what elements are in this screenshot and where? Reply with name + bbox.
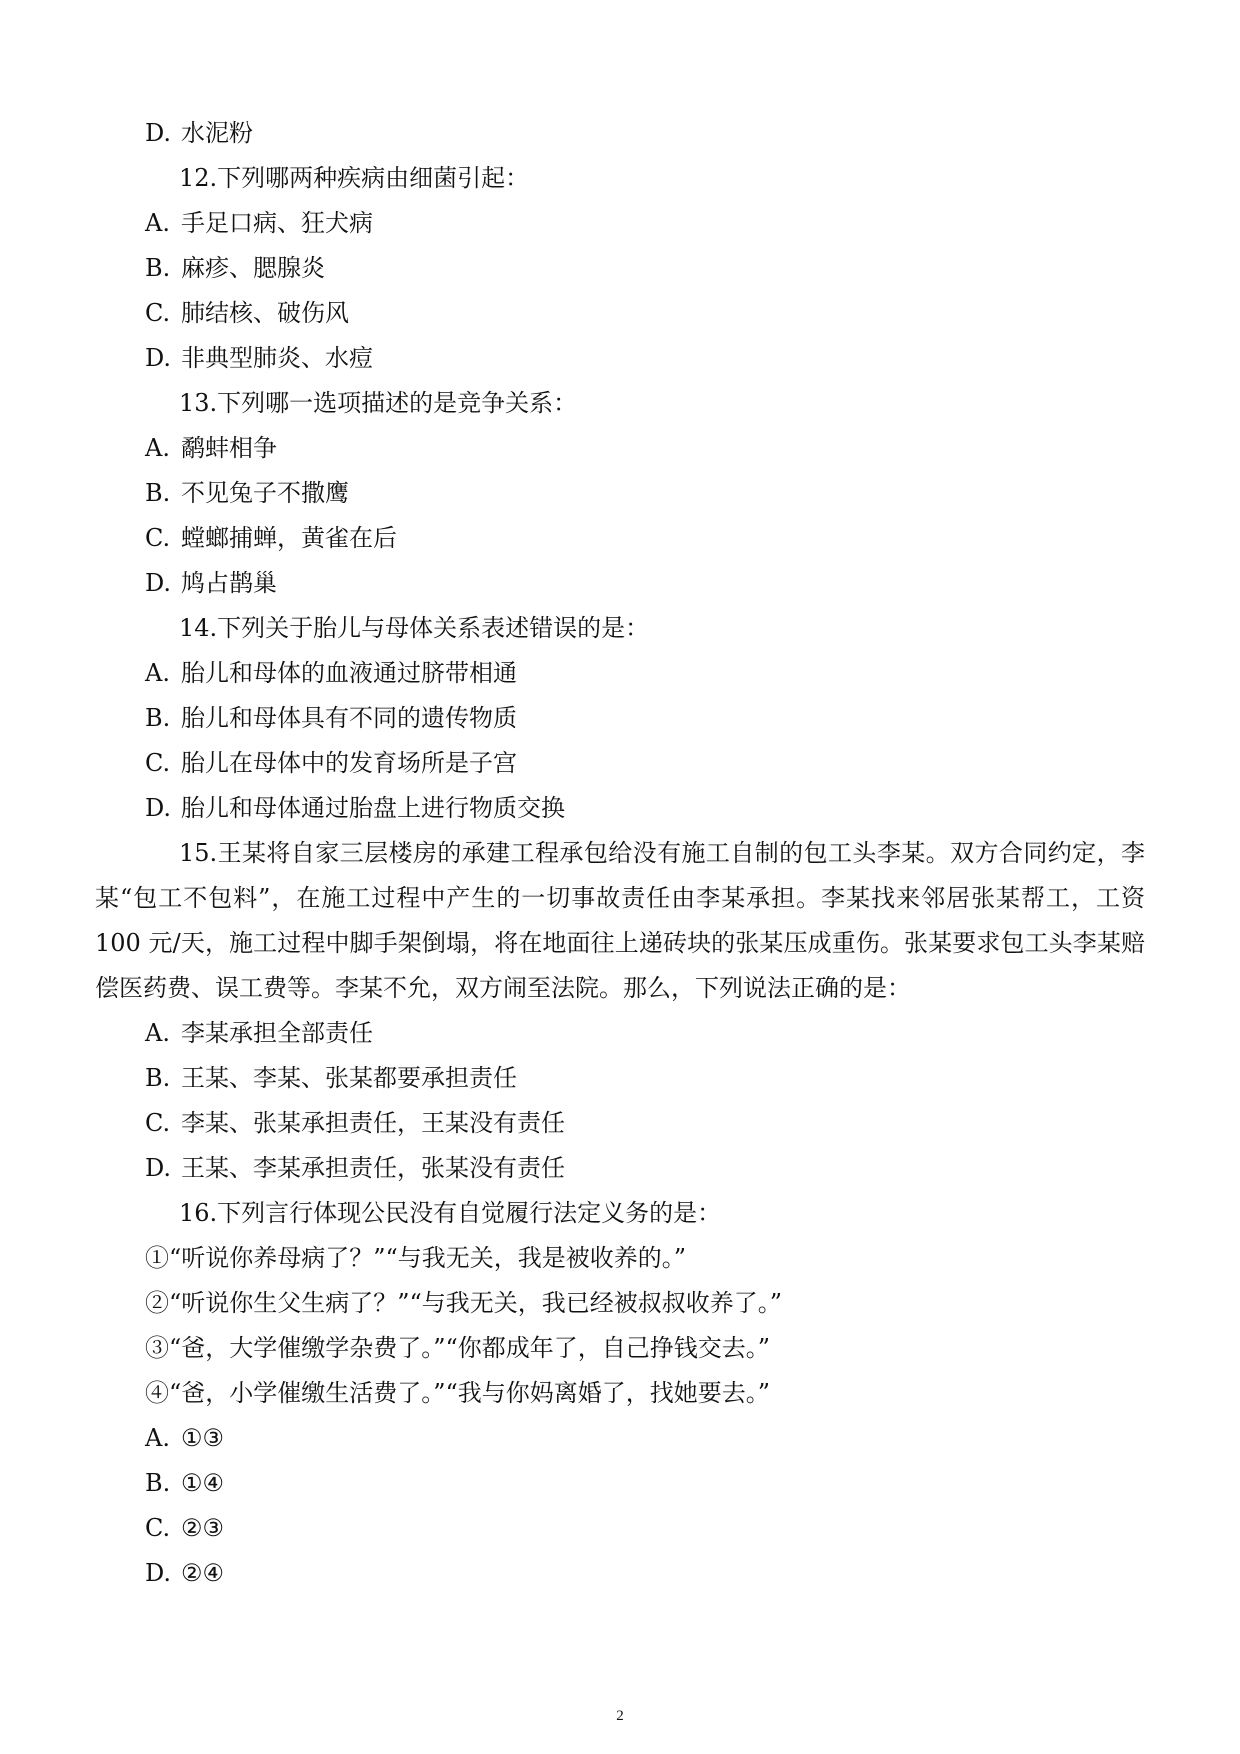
option-label: C. bbox=[145, 299, 171, 327]
option-text: 李某承担全部责任 bbox=[181, 1019, 373, 1047]
q15-option-a bbox=[0, 1011, 1240, 1056]
option-label: A. bbox=[145, 434, 170, 462]
q15-stem bbox=[0, 831, 1145, 1011]
option-label: A. bbox=[145, 1019, 170, 1047]
option-text: 鹬蚌相争 bbox=[181, 434, 277, 462]
q16-stem: 16.下列言行体现公民没有自觉履行法定义务的是： bbox=[179, 1199, 722, 1227]
q16-option-b bbox=[0, 1461, 1240, 1506]
option-text: 胎儿和母体具有不同的遗传物质 bbox=[181, 704, 517, 732]
q12-option-a bbox=[0, 201, 1240, 246]
option-text: 手足口病、狂犬病 bbox=[181, 209, 373, 237]
option-text: 螳螂捕蝉，黄雀在后 bbox=[181, 524, 397, 552]
q14-option-c bbox=[0, 741, 1240, 786]
q13-option-c bbox=[0, 516, 1240, 561]
option-label: B. bbox=[145, 479, 171, 507]
q14-stem: 14.下列关于胎儿与母体关系表述错误的是： bbox=[179, 614, 650, 642]
option-text: 胎儿和母体通过胎盘上进行物质交换 bbox=[181, 794, 565, 822]
option-label: B. bbox=[145, 1064, 171, 1092]
option-label: D. bbox=[145, 1154, 172, 1182]
option-text: 胎儿在母体中的发育场所是子宫 bbox=[181, 749, 517, 777]
q15-option-c bbox=[0, 1101, 1240, 1146]
option-text: 胎儿和母体的血液通过脐带相通 bbox=[181, 659, 517, 687]
option-label: D. bbox=[145, 569, 172, 597]
option-label: C. bbox=[145, 749, 171, 777]
q16-option-d bbox=[0, 1551, 1240, 1596]
q11-option-d bbox=[0, 111, 1240, 156]
option-label: D. bbox=[145, 344, 172, 372]
q12-option-b bbox=[0, 246, 1240, 291]
option-label: D. bbox=[145, 1559, 172, 1587]
option-text: ①③ bbox=[181, 1424, 225, 1452]
option-label: A. bbox=[145, 1424, 170, 1452]
option-text: 鸠占鹊巢 bbox=[181, 569, 277, 597]
q15-option-b bbox=[0, 1056, 1240, 1101]
option-label: C. bbox=[145, 1514, 171, 1542]
option-text: 李某、张某承担责任，王某没有责任 bbox=[181, 1109, 565, 1137]
q13-option-b bbox=[0, 471, 1240, 516]
option-label: D. bbox=[145, 119, 172, 147]
option-label: D. bbox=[145, 794, 172, 822]
q15-option-d bbox=[0, 1146, 1240, 1191]
q13-option-d bbox=[0, 561, 1240, 606]
q14-option-a bbox=[0, 651, 1240, 696]
q16-statement-4: ④“爸，小学催缴生活费了。”“我与你妈离婚了，找她要去。” bbox=[145, 1379, 771, 1407]
option-label: C. bbox=[145, 1109, 171, 1137]
option-text: 非典型肺炎、水痘 bbox=[181, 344, 373, 372]
option-label: A. bbox=[145, 659, 170, 687]
option-label: B. bbox=[145, 254, 171, 282]
option-label: B. bbox=[145, 704, 171, 732]
page-number: 2 bbox=[616, 1708, 624, 1724]
q16-option-a bbox=[0, 1416, 1240, 1461]
q14-option-d bbox=[0, 786, 1240, 831]
option-text: 王某、李某、张某都要承担责任 bbox=[181, 1064, 517, 1092]
q15-stem-text: 15.王某将自家三层楼房的承建工程承包给没有施工自制的包工头李某。双方合同约定，李某“包工不包料”，在施工过程中产生的一切事故责任由李某承担。李某找来邻居张某帮工，工资 100 元/天，施工过程中脚手架倒塌，将在地面往上递砖块的张某压成重伤。张某要求包工头李某赔偿医药费、误工费等。李某不允，双方闹至法院。那么，下列说法正确的是： bbox=[95, 839, 1145, 1002]
option-text: ②④ bbox=[181, 1559, 225, 1587]
option-text: 麻疹、腮腺炎 bbox=[181, 254, 325, 282]
q12-stem: 12.下列哪两种疾病由细菌引起： bbox=[179, 164, 530, 192]
page-content bbox=[0, 111, 1240, 1596]
option-text: 王某、李某承担责任，张某没有责任 bbox=[181, 1154, 565, 1182]
q12-option-d bbox=[0, 336, 1240, 381]
q16-statement-2: ②“听说你生父生病了？”“与我无关，我已经被叔叔收养了。” bbox=[145, 1289, 783, 1317]
q13-stem: 13.下列哪一选项描述的是竞争关系： bbox=[179, 389, 578, 417]
q14-option-b bbox=[0, 696, 1240, 741]
q16-option-c bbox=[0, 1506, 1240, 1551]
q12-option-c bbox=[0, 291, 1240, 336]
option-text: ②③ bbox=[181, 1514, 225, 1542]
option-text: 肺结核、破伤风 bbox=[181, 299, 349, 327]
option-text: ①④ bbox=[181, 1469, 225, 1497]
q13-option-a bbox=[0, 426, 1240, 471]
option-label: B. bbox=[145, 1469, 171, 1497]
q16-statement-1: ①“听说你养母病了？”“与我无关，我是被收养的。” bbox=[145, 1244, 687, 1272]
option-label: A. bbox=[145, 209, 170, 237]
option-label: C. bbox=[145, 524, 171, 552]
option-text: 水泥粉 bbox=[181, 119, 253, 147]
q16-statement-3: ③“爸，大学催缴学杂费了。”“你都成年了，自己挣钱交去。” bbox=[145, 1334, 771, 1362]
option-text: 不见兔子不撒鹰 bbox=[181, 479, 349, 507]
